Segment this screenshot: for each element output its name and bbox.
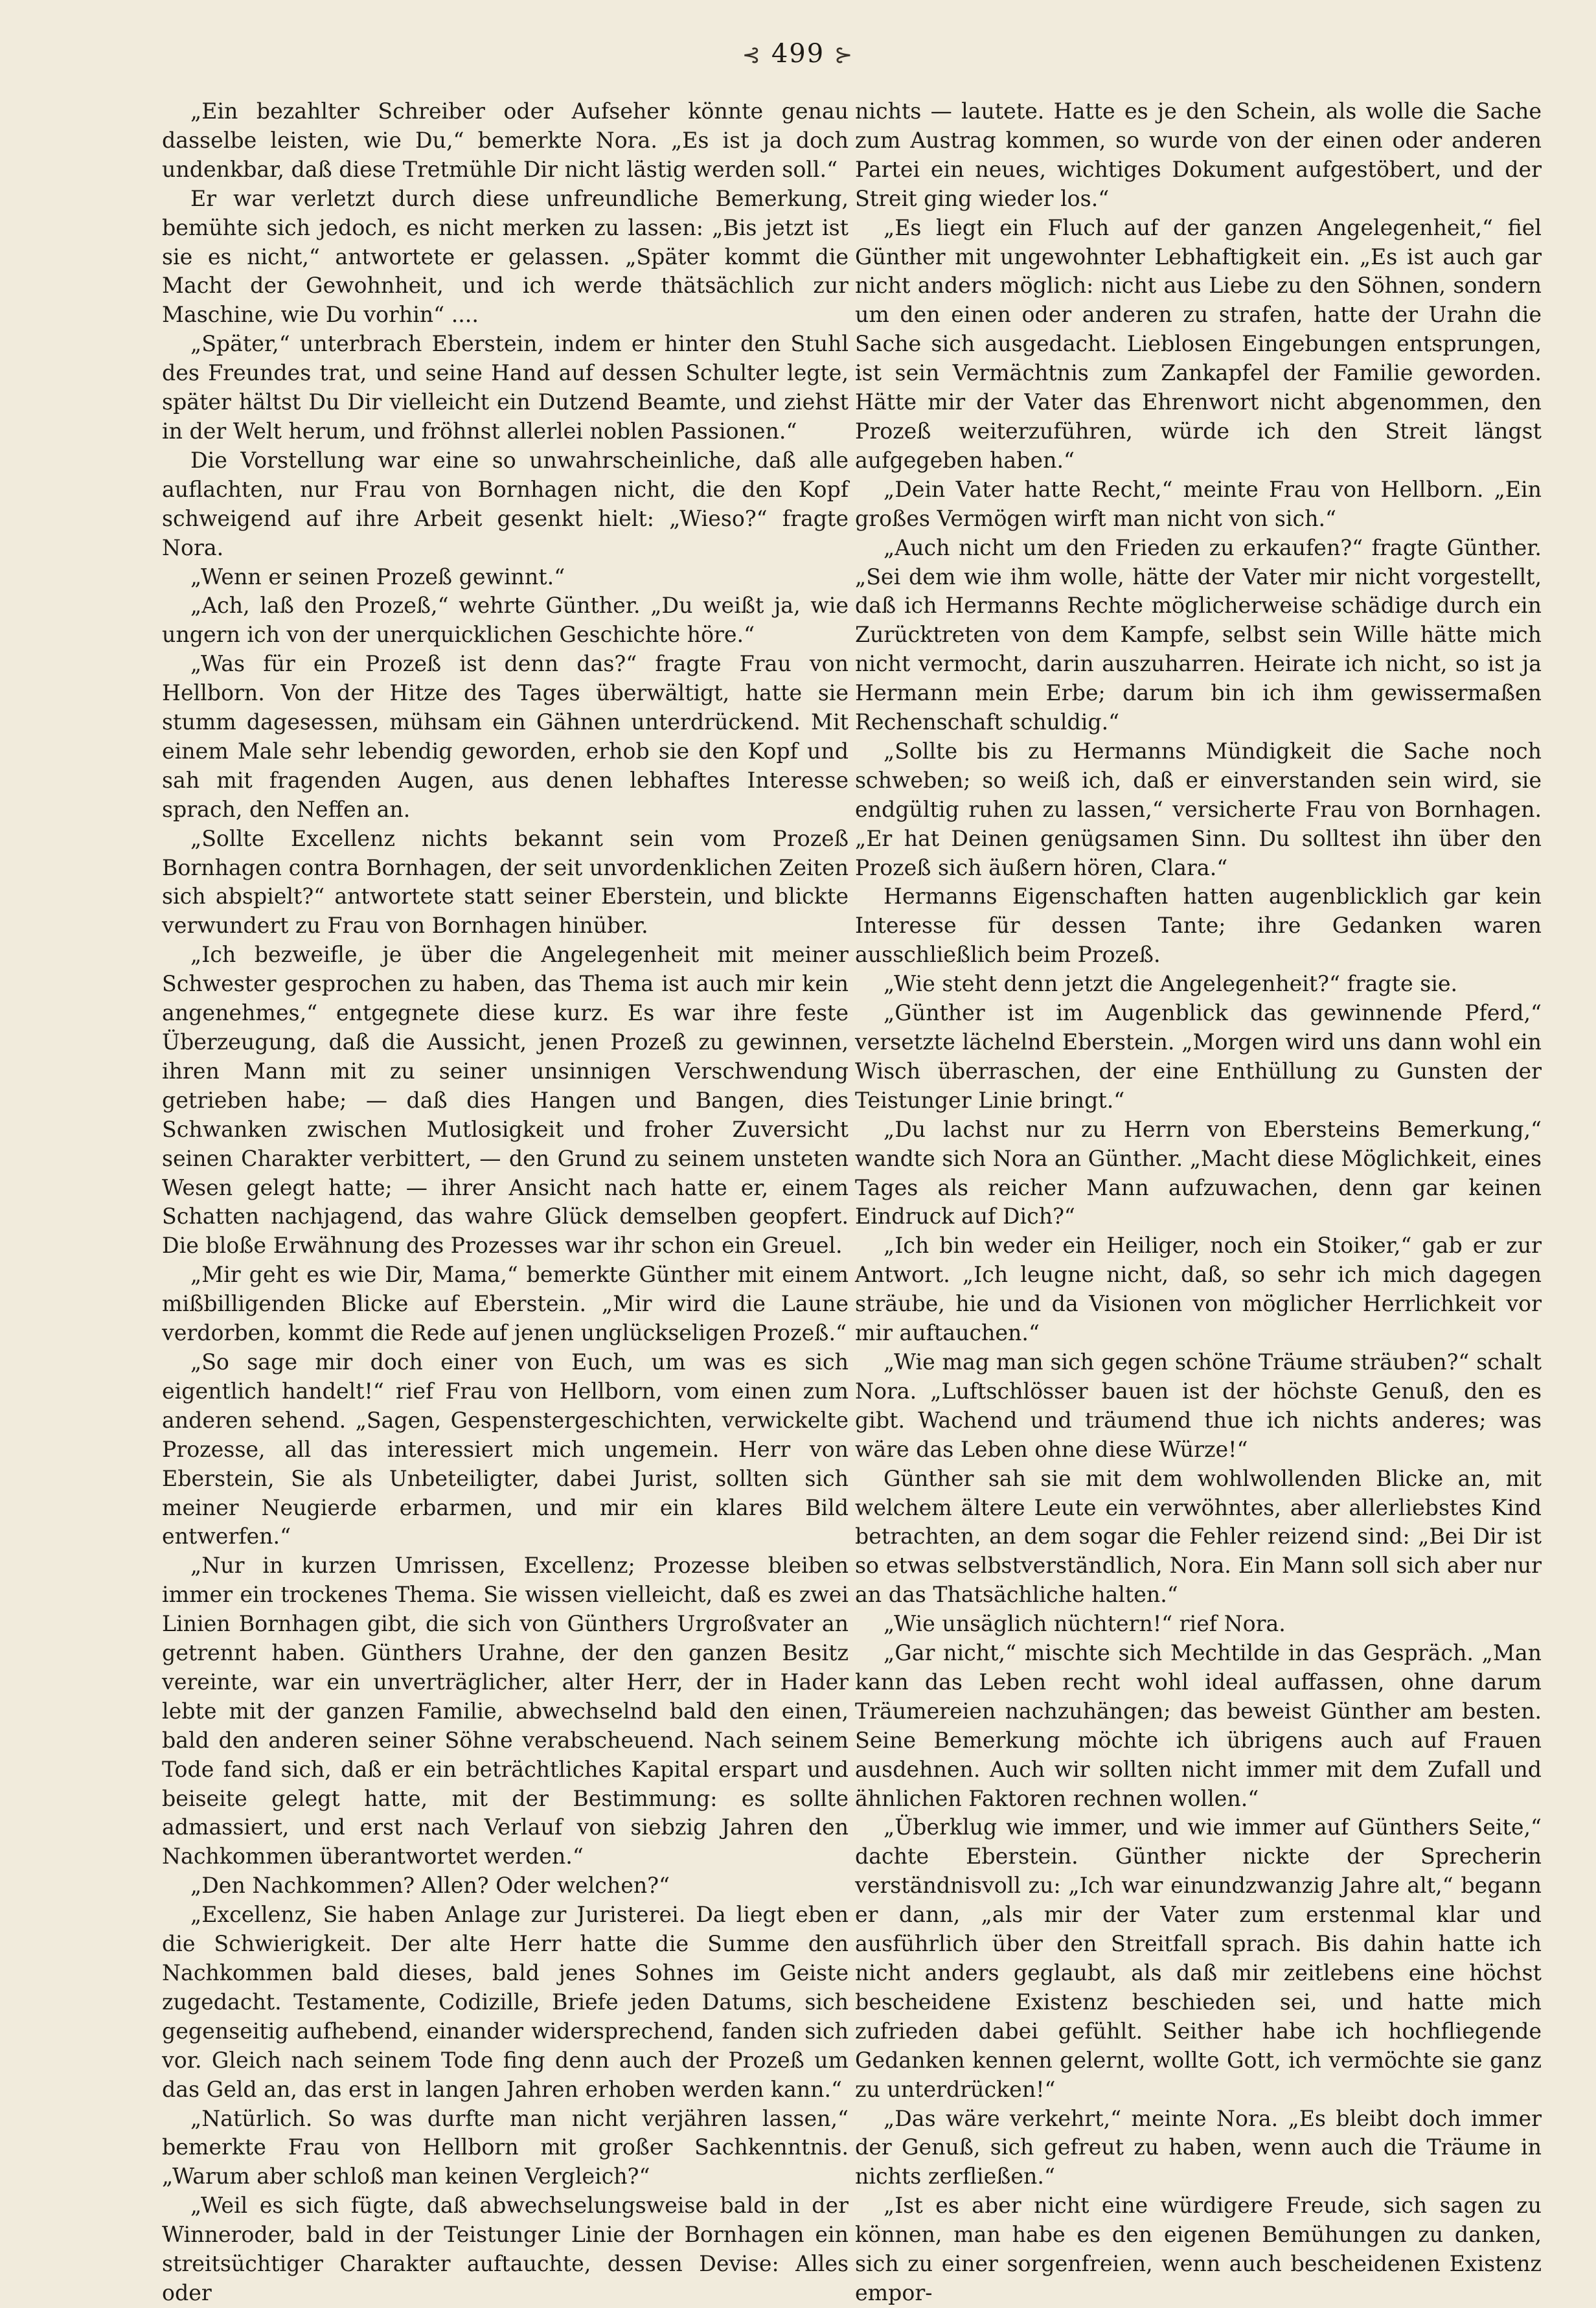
paragraph: „Wenn er seinen Prozeß gewinnt.“ [190, 564, 565, 589]
paragraph: Er war verletzt durch diese unfreundliche Bemerkung, bemühte sich jedoch, es nicht merken zu lassen: „Bis jetzt ist sie es nicht,“ antwortete er gelassen. „Später kommt die Macht der Gewohnheit, und ich werde thätsächlich zur Maschine, wie Du vorhin“ .... [162, 185, 849, 328]
paragraph: „Auch nicht um den Frieden zu erkaufen?“ fragte Günther. „Sei dem wie ihm wolle, hätte der Vater mir nicht vorgestellt, daß ich Hermanns Rechte möglicherweise schädige durch ein Zurücktreten von dem Kampfe, selbst sein Wille hätte mich nicht vermocht, darin auszuharren. Heirate ich nicht, so ist ja Hermann mein Erbe; darum bin ich ihm gewissermaßen Rechenschaft schuldig.“ [855, 534, 1542, 735]
paragraph: „Das wäre verkehrt,“ meinte Nora. „Es bleibt doch immer der Genuß, sich gefreut zu haben, wenn auch die Träume in nichts zerfließen.“ [855, 2105, 1542, 2189]
paragraph: „Was für ein Prozeß ist denn das?“ fragte Frau von Hellborn. Von der Hitze des Tages überwältigt, hatte sie stumm dagesessen, mühsam ein Gähnen unterdrückend. Mit einem Male sehr lebendig geworden, erhob sie den Kopf und sah mit fragenden Augen, aus denen lebhaftes Interesse sprach, den Neffen an. [162, 651, 849, 822]
paragraph: „Den Nachkommen? Allen? Oder welchen?“ [190, 1873, 670, 1899]
paragraph: „Excellenz, Sie haben Anlage zur Juristerei. Da liegt eben die Schwierigkeit. Der alte Herr hatte die Summe den Nachkommen bald dieses, bald jenes Sohnes im Geiste zugedacht. Testamente, Codizille, Briefe jeden Datums, sich gegenseitig aufhebend, einander widersprechend, fanden sich vor. Gleich nach seinem Tode fing denn auch der Prozeß um das Geld an, das erst in langen Jahren erhoben werden kann.“ [162, 1902, 849, 2102]
paragraph: „Weil es sich fügte, daß abwechselungsweise bald in der Winneroder, bald in der Teistunger Linie der Bornhagen ein streitsüchtiger Charakter auftauchte, dessen Devise: Alles oder [162, 2193, 849, 2305]
page-header [0, 39, 1596, 69]
paragraph: „Später,“ unterbrach Eberstein, indem er hinter den Stuhl des Freundes trat, und seine Hand auf dessen Schulter legte, später hältst Du Dir vielleicht ein Dutzend Beamte, und ziehst in der Welt herum, und fröhnst allerlei noblen Passionen.“ [162, 331, 849, 444]
paragraph: „Du lachst nur zu Herrn von Ebersteins Bemerkung,“ wandte sich Nora an Günther. „Macht diese Möglichkeit, eines Tages als reicher Mann aufzuwachen, denn gar keinen Eindruck auf Dich?“ [855, 1116, 1542, 1229]
paragraph: „Nur in kurzen Umrissen, Excellenz; Prozesse bleiben immer ein trockenes Thema. Sie wissen vielleicht, daß es zwei Linien Bornhagen gibt, die sich von Günthers Urgroßvater an getrennt haben. Günthers Urahne, der den ganzen Besitz vereinte, war ein unverträglicher, alter Herr, der in Hader lebte mit der ganzen Familie, abwechselnd bald den einen, bald den anderen seiner Söhne verabscheuend. Nach seinem Tode fand sich, daß er ein beträchtliches Kapital erspart und beiseite gelegt hatte, mit der Bestimmung: es sollte admassiert, und erst nach Verlauf von siebzig Jahren den Nachkommen überantwortet werden.“ [162, 1553, 849, 1869]
paragraph: „Ach, laß den Prozeß,“ wehrte Günther. „Du weißt ja, wie ungern ich von der unerquicklichen Geschichte höre.“ [162, 593, 849, 648]
paragraph: „Es liegt ein Fluch auf der ganzen Angelegenheit,“ fiel Günther mit ungewohnter Lebhaftigkeit ein. „Es ist auch gar nicht anders möglich: nicht aus Liebe zu den Söhnen, sondern um den einen oder anderen zu strafen, hatte der Urahn die Sache sich ausgedacht. Lieblosen Eingebungen entsprungen, ist sein Vermächtnis zum Zankapfel der Familie geworden. Hätte mir der Vater das Ehrenwort nicht abgenommen, den Prozeß weiterzuführen, würde ich den Streit längst aufgegeben haben.“ [855, 214, 1542, 473]
paragraph: „Ich bin weder ein Heiliger, noch ein Stoiker,“ gab er zur Antwort. „Ich leugne nicht, daß, so sehr ich mich dagegen sträube, hie und da Visionen von möglicher Herrlichkeit vor mir auftauchen.“ [855, 1233, 1542, 1346]
paragraph: „Mir geht es wie Dir, Mama,“ bemerkte Günther mit einem mißbilligenden Blicke auf Eberstein. „Mir wird die Laune verdorben, kommt die Rede auf jenen unglückseligen Prozeß.“ [162, 1262, 849, 1346]
paragraph: „Gar nicht,“ mischte sich Mechtilde in das Gespräch. „Man kann das Leben recht wohl ideal auffassen, ohne darum Träumereien nachzuhängen; das beweist Günther am besten. Seine Bemerkung möchte ich übrigens auch auf Frauen ausdehnen. Auch wir sollten nicht immer mit dem Zufall und ähnlichen Faktoren rechnen wollen.“ [855, 1640, 1542, 1811]
paragraph: „Sollte bis zu Hermanns Mündigkeit die Sache noch schweben; so weiß ich, daß er einverstanden sein wird, sie endgültig ruhen zu lassen,“ versicherte Frau von Bornhagen. „Er hat Deinen genügsamen Sinn. Du solltest ihn über den Prozeß sich äußern hören, Clara.“ [855, 738, 1542, 880]
paragraph: „Ist es aber nicht eine würdigere Freude, sich sagen zu können, man habe es den eigenen Bemühungen zu danken, sich zu einer sorgenfreien, wenn auch bescheidenen Existenz empor- [855, 2193, 1542, 2305]
paragraph: „Wie mag man sich gegen schöne Träume sträuben?“ schalt Nora. „Luftschlösser bauen ist der höchste Genuß, den es gibt. Wachend und träumend thue ich nichts anderes; was wäre das Leben ohne diese Würze!“ [855, 1349, 1542, 1462]
paragraph: „Ich bezweifle, je über die Angelegenheit mit meiner Schwester gesprochen zu haben, das Thema ist auch mir kein angenehmes,“ entgegnete diese kurz. Es war ihre feste Überzeugung, daß die Aussicht, jenen Prozeß zu gewinnen, ihren Mann mit zu seiner unsinnigen Verschwendung getrieben habe; — daß dies Hangen und Bangen, dies Schwanken zwischen Mutlosigkeit und froher Zuversicht seinen Charakter verbittert, — den Grund zu seinem unsteten Wesen gelegt hatte; — ihrer Ansicht nach hatte er, einem Schatten nachjagend, das wahre Glück demselben geopfert. Die bloße Erwähnung des Prozesses war ihr schon ein Greuel. [162, 942, 849, 1259]
paragraph: „Dein Vater hatte Recht,“ meinte Frau von Hellborn. „Ein großes Vermögen wirft man nicht von sich.“ [855, 476, 1542, 531]
ornament-right-icon: ⊱ [834, 42, 854, 68]
text-column-right [855, 97, 1542, 2305]
ornament-left-icon: ⊰ [742, 42, 762, 68]
paragraph: Hermanns Eigenschaften hatten augenblicklich gar kein Interesse für dessen Tante; ihre Gedanken waren ausschließlich beim Prozeß. [855, 884, 1542, 968]
paragraph: „Natürlich. So was durfte man nicht verjähren lassen,“ bemerkte Frau von Hellborn mit großer Sachkenntnis. „Warum aber schloß man keinen Vergleich?“ [162, 2105, 849, 2189]
paragraph: „Wie steht denn jetzt die Angelegenheit?“ fragte sie. [884, 971, 1458, 997]
paragraph: „Wie unsäglich nüchtern!“ rief Nora. [884, 1611, 1286, 1637]
paragraph: nichts — lautete. Hatte es je den Schein, als wolle die Sache zum Austrag kommen, so wurde von der einen oder anderen Partei ein neues, wichtiges Dokument aufgestöbert, und der Streit ging wieder los.“ [855, 98, 1542, 211]
paragraph: Die Vorstellung war eine so unwahrscheinliche, daß alle auflachten, nur Frau von Bornhagen nicht, die den Kopf schweigend auf ihre Arbeit gesenkt hielt: „Wieso?“ fragte Nora. [162, 447, 849, 560]
page-number: 499 [771, 39, 825, 69]
paragraph: „Sollte Excellenz nichts bekannt sein vom Prozeß Bornhagen contra Bornhagen, der seit unvordenklichen Zeiten sich abspielt?“ antwortete statt seiner Eberstein, und blickte verwundert zu Frau von Bornhagen hinüber. [162, 825, 849, 939]
paragraph: „Überklug wie immer, und wie immer auf Günthers Seite,“ dachte Eberstein. Günther nickte der Sprecherin verständnisvoll zu: „Ich war einundzwanzig Jahre alt,“ begann er dann, „als mir der Vater zum erstenmal klar und ausführlich über den Streitfall sprach. Bis dahin hatte ich nicht anders geglaubt, als daß mir zeitlebens eine höchst bescheidene Existenz beschieden sei, und hatte mich zufrieden dabei gefühlt. Seither habe ich hochfliegende Gedanken kennen gelernt, wollte Gott, ich vermöchte sie ganz zu unterdrücken!“ [855, 1814, 1542, 2102]
paragraph: „So sage mir doch einer von Euch, um was es sich eigentlich handelt!“ rief Frau von Hellborn, vom einen zum anderen sehend. „Sagen, Gespenstergeschichten, verwickelte Prozesse, all das interessiert mich ungemein. Herr von Eberstein, Sie als Unbeteiligter, dabei Jurist, sollten sich meiner Neugierde erbarmen, und mir ein klares Bild entwerfen.“ [162, 1349, 849, 1549]
paragraph: „Ein bezahlter Schreiber oder Aufseher könnte genau dasselbe leisten, wie Du,“ bemerkte Nora. „Es ist ja doch undenkbar, daß diese Tretmühle Dir nicht lästig werden soll.“ [162, 98, 849, 182]
paragraph: „Günther ist im Augenblick das gewinnende Pferd,“ versetzte lächelnd Eberstein. „Morgen wird uns dann wohl ein Wisch überraschen, der eine Enthüllung zu Gunsten der Teistunger Linie bringt.“ [855, 1000, 1542, 1113]
text-column-left [162, 97, 849, 2305]
paragraph: Günther sah sie mit dem wohlwollenden Blicke an, mit welchem ältere Leute ein verwöhntes, aber allerliebstes Kind betrachten, an dem sogar die Fehler reizend sind: „Bei Dir ist so etwas selbstverständlich, Nora. Ein Mann soll sich aber nur an das Thatsächliche halten.“ [855, 1465, 1542, 1608]
